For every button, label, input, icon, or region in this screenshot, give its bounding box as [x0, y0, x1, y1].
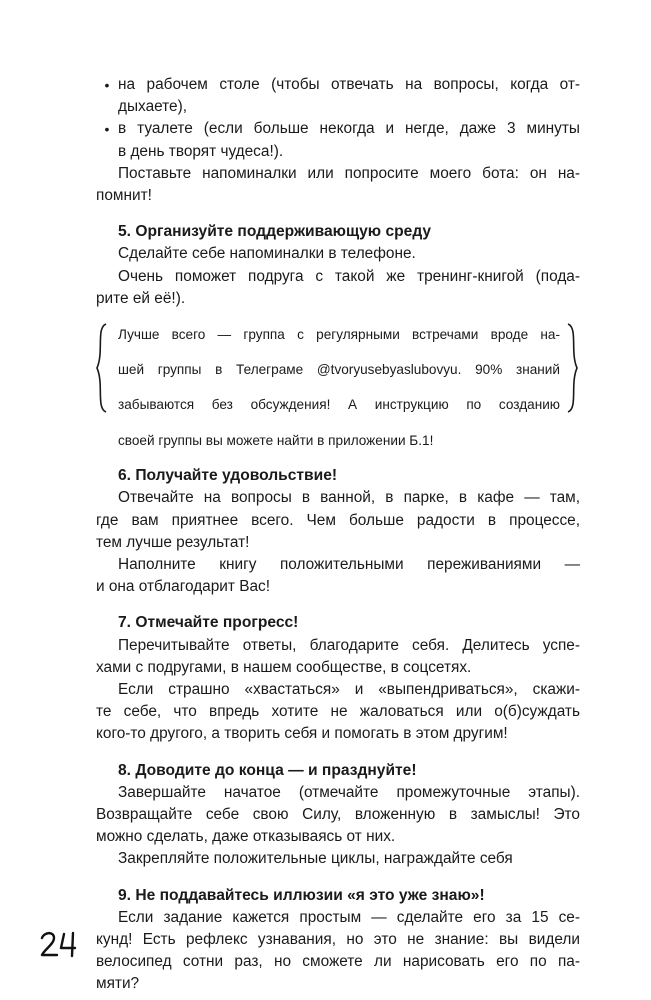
callout-line: своей группы вы можете найти в приложении Б.1! [118, 432, 434, 448]
paragraph-line: Отвечайте на вопросы в ванной, в парке, в кафе — там, [118, 489, 580, 507]
list-item [96, 118, 580, 162]
paragraph-line: кунд! Есть рефлекс узнавания, но это не знание: вы видели [96, 931, 580, 949]
paragraph-line: Если страшно «хвастаться» и «выпендриваться», скажи- [118, 681, 580, 699]
paragraph-line: велосипед сотни раз, но сможете ли нарисовать его по па- [96, 953, 580, 971]
section-heading: 7. Отмечайте прогресс! [118, 614, 299, 632]
callout-line: Лучше всего — группа с регулярными встречами вроде на- [118, 327, 560, 343]
section-7 [96, 612, 580, 745]
paragraph-line: хами с подругами, в нашем сообществе, в соцсетях. [96, 658, 472, 676]
paragraph-line: Закрепляйте положительные циклы, награждайте себя [118, 850, 513, 868]
paragraph-line: кого-то другого, а творить себя и помогать в этом другим! [96, 725, 508, 743]
paragraph-line: Возвращайте себе свою Силу, вложенную в замыслы! Это [96, 806, 580, 824]
section-heading: 5. Организуйте поддерживающую среду [118, 223, 432, 241]
bullet-mark: • [104, 121, 110, 138]
callout-box [96, 324, 580, 451]
list-item [96, 74, 580, 118]
section-heading: 9. Не поддавайтесь иллюзии «я это уже знаю»! [118, 886, 485, 904]
section-6 [96, 465, 580, 598]
paragraph-line: те себе, что впредь хотите не жаловаться или о(б)суждать [96, 703, 580, 721]
paragraph-line: Поставьте напоминалки или попросите моего бота: он на- [118, 164, 580, 182]
section-5 [96, 221, 580, 310]
paragraph-line: и она отблагодарит Вас! [96, 578, 271, 596]
paragraph-line: можно сделать, даже отказываясь от них. [96, 828, 396, 846]
section-heading: 6. Получайте удовольствие! [118, 467, 338, 485]
paragraph-line: Сделайте себе напоминалки в телефоне. [118, 245, 416, 263]
section-9 [96, 885, 580, 996]
paragraph-line: Завершайте начатое (отмечайте промежуточные этапы). [118, 783, 580, 801]
list-item-line: в туалете (если больше некогда и негде, даже 3 минуты [118, 120, 580, 138]
paragraph-line: Наполните книгу положительными переживаниями — [118, 556, 580, 573]
paragraph-line: помнит! [96, 187, 152, 205]
paragraph-line: Если задание кажется простым — сделайте его за 15 се- [118, 908, 580, 926]
paragraph-line: мяти? [96, 975, 140, 993]
callout-line: шей группы в Телеграме @tvoryusebyaslubovyu. 90% знаний [118, 362, 560, 378]
bullet-mark: • [104, 77, 110, 93]
paragraph-line: где вам приятнее всего. Чем больше радости в процессе, [96, 511, 580, 529]
paragraph-line: рите ей её!). [96, 289, 186, 307]
list-item-line: на рабочем столе (чтобы отвечать на вопросы, когда от- [118, 76, 580, 93]
right-brace-icon [564, 322, 582, 414]
paragraph-line: тем лучше результат! [96, 533, 250, 551]
left-brace-icon [92, 322, 110, 414]
paragraph-line: Очень поможет подруга с такой же тренинг-книгой (пода- [118, 267, 580, 285]
section-8 [96, 760, 580, 871]
paragraph-line: Перечитывайте ответы, благодарите себя. Делитесь успе- [118, 636, 580, 654]
callout-line: забываются без обсуждения! А инструкцию по созданию [118, 397, 560, 413]
list-item-line: в день творят чудеса!). [118, 142, 284, 160]
page-body [96, 74, 580, 996]
page-number [40, 930, 80, 958]
list-item-line: дыхаете), [118, 98, 188, 116]
section-heading: 8. Доводите до конца — и празднуйте! [118, 761, 417, 779]
